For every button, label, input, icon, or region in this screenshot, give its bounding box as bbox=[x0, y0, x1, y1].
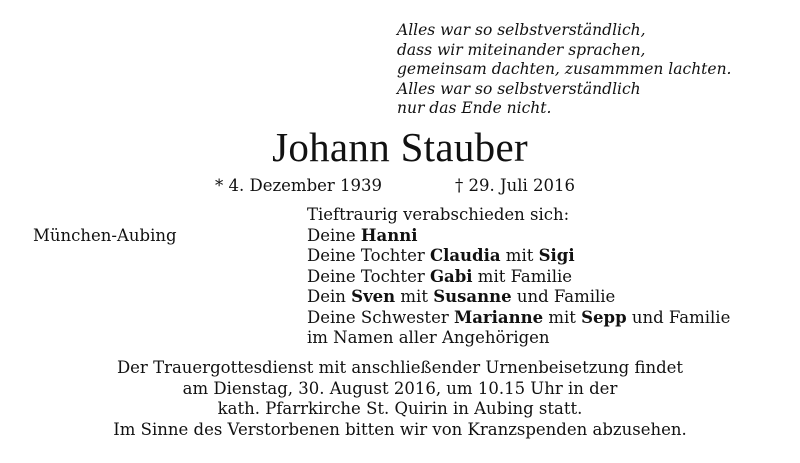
mourner-text: und Familie bbox=[511, 287, 616, 306]
service-line: Der Trauergottesdienst mit anschließender Urnenbeisetzung findet bbox=[116, 358, 684, 377]
poem-line: Alles war so selbstverständlich bbox=[397, 79, 641, 98]
residence-place: München-Aubing bbox=[33, 226, 177, 245]
mourner-text: mit bbox=[543, 307, 582, 327]
mourner-name: Gabi bbox=[429, 266, 473, 286]
mourner-name: Sven bbox=[351, 287, 396, 306]
service-line: kath. Pfarrkirche St. Quirin in Aubing statt. bbox=[217, 399, 583, 418]
mourner-line bbox=[307, 246, 730, 267]
mourner-text: Deine Tochter bbox=[307, 246, 430, 265]
mourner-text: mit bbox=[395, 287, 434, 306]
mourner-text: Dein bbox=[307, 287, 352, 306]
mourner-text: mit Familie bbox=[472, 266, 573, 286]
mourner-line bbox=[307, 267, 730, 288]
memorial-poem bbox=[397, 21, 731, 119]
poem-line: gemeinsam dachten, zusammmen lachten. bbox=[397, 60, 732, 78]
mourners-intro: Tieftraurig verabschieden sich: bbox=[307, 205, 570, 224]
poem-line: dass wir miteinander sprachen, bbox=[397, 40, 646, 59]
mourner-name: Sigi bbox=[538, 246, 575, 265]
birth-date: * 4. Dezember 1939 bbox=[215, 176, 383, 195]
mourner-name: Hanni bbox=[360, 225, 418, 245]
mourner-text: Deine bbox=[307, 225, 361, 245]
funeral-service-notice bbox=[0, 358, 800, 440]
mourners-list bbox=[307, 205, 730, 349]
mourners-closing: im Namen aller Angehörigen bbox=[307, 328, 550, 347]
service-line: am Dienstag, 30. August 2016, um 10.15 Uhr in der bbox=[182, 378, 618, 398]
service-line: Im Sinne des Verstorbenen bitten wir von Kranzspenden abzusehen. bbox=[113, 419, 687, 439]
deceased-name: Johann Stauber bbox=[272, 124, 528, 170]
poem-line: Alles war so selbstverständlich, bbox=[397, 21, 646, 39]
mourner-text: und Familie bbox=[626, 307, 731, 327]
mourner-name: Marianne bbox=[453, 307, 544, 327]
mourner-name: Sepp bbox=[581, 307, 627, 327]
poem-line: nur das Ende nicht. bbox=[397, 99, 552, 117]
mourner-name: Susanne bbox=[433, 287, 512, 306]
death-date: † 29. Juli 2016 bbox=[455, 176, 576, 195]
mourner-line bbox=[307, 287, 730, 308]
mourner-name: Claudia bbox=[429, 246, 501, 265]
mourner-line bbox=[307, 308, 730, 329]
life-dates bbox=[0, 174, 800, 198]
mourner-text: mit bbox=[500, 246, 539, 265]
mourner-text: Deine Tochter bbox=[307, 266, 430, 286]
mourner-text: Deine Schwester bbox=[307, 307, 454, 327]
mourner-line bbox=[307, 226, 730, 247]
